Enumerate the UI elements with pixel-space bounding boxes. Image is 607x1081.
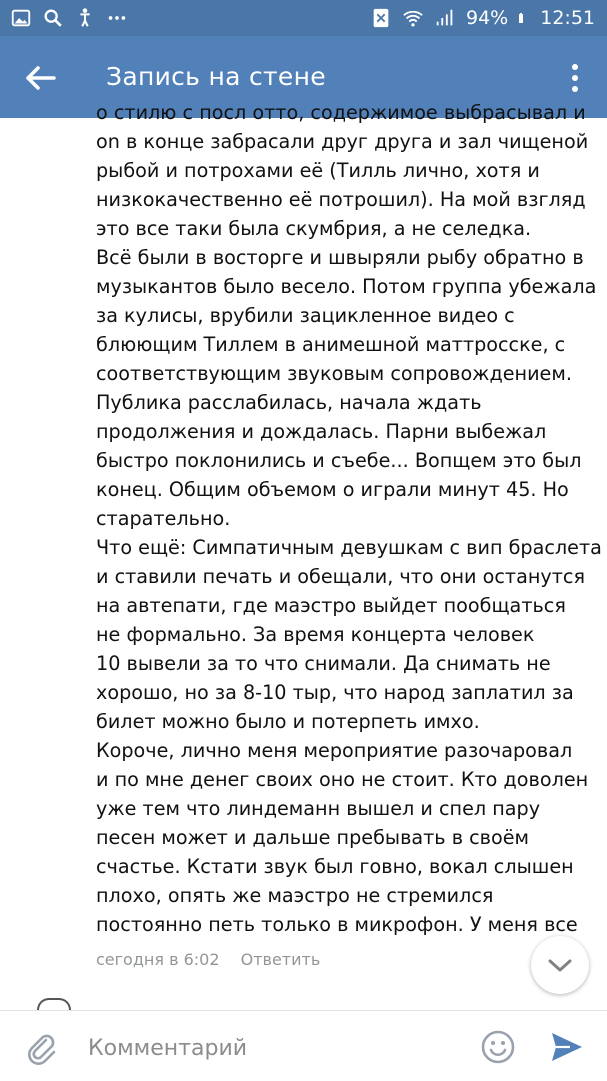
scroll-down-button[interactable] [531, 936, 589, 994]
status-right [370, 7, 595, 29]
post-line: уже тем что линдеманн вышел и спел пару [96, 797, 541, 820]
post-line: постоянно петь только в микрофон. У меня все [96, 913, 578, 936]
post-line: Публика расслабилась, начала ждать [96, 391, 482, 414]
post-line: не формально. За время концерта человек [96, 623, 535, 646]
post-line: конец. Общим объемом о играли минут 45. Но [96, 478, 569, 501]
accessibility-icon [74, 7, 96, 29]
arrow-back-icon[interactable] [20, 58, 60, 98]
post-line: on в конце забрасали друг друга и зал чищеной [96, 130, 589, 153]
page-title: Запись на стене [106, 62, 326, 91]
post-line: низкокачественно её потрошил). На мой взгляд [96, 188, 586, 211]
post-line: и по мне денег своих оно не стоит. Кто доволен [96, 768, 589, 791]
silent-icon [370, 7, 392, 29]
wifi-icon [402, 7, 424, 29]
post-line: старательно. [96, 507, 231, 530]
post-line: это все таки была скумбрия, а не селедка. [96, 217, 532, 240]
avatar [37, 998, 71, 1010]
post-line: рыбой и потрохами её (Тилль лично, хотя и [96, 159, 540, 182]
post-line: блюющим Тиллем в анимешной маттросске, с [96, 333, 566, 356]
post-line: быстро поклонились и съебе... Вопщем это был [96, 449, 582, 472]
send-icon[interactable] [548, 1029, 584, 1065]
battery-percent: 94% [466, 7, 509, 29]
post-line: продолжения и дождалась. Парни выбежал [96, 420, 547, 443]
signal-icon [434, 7, 456, 29]
search-icon [42, 7, 64, 29]
emoji-icon[interactable] [480, 1029, 516, 1065]
more-vert-icon[interactable] [563, 60, 587, 96]
status-left [10, 7, 128, 29]
post-line: билет можно было и потерпеть имхо. [96, 710, 480, 733]
post-line: Всё были в восторге и швыряли рыбу обратно в [96, 246, 584, 269]
comment-input[interactable] [86, 1027, 470, 1069]
post-line: хорошо, но за 8-10 тыр, что народ заплатил за [96, 681, 574, 704]
post-line: о стилю с посл отто, содержимое выбрасывал и [96, 101, 586, 124]
status-bar [0, 0, 607, 36]
chevron-down-icon [531, 936, 589, 994]
reply-link[interactable]: Ответить [240, 950, 321, 969]
post-line: и ставили печать и обещали, что они останутся [96, 565, 586, 588]
post-line: Короче, лично меня мероприятие разочаровал [96, 739, 573, 762]
post-line: Что ещё: Симпатичным девушкам с вип браслета [96, 536, 602, 559]
more-dots-icon [106, 7, 128, 29]
post-line: на автепати, где маэстро выйдет пообщаться [96, 594, 566, 617]
battery-icon [518, 7, 530, 29]
comment-bar [0, 1010, 607, 1081]
attach-icon[interactable] [24, 1031, 58, 1065]
post-line: счастье. Кстати звук был говно, вокал слышен [96, 855, 574, 878]
clock: 12:51 [540, 7, 595, 29]
post-line: 10 вывели за то что снимали. Да снимать не [96, 652, 551, 675]
gallery-icon [10, 7, 32, 29]
post-timestamp: сегодня в 6:02 [96, 950, 220, 969]
post-content [0, 101, 607, 1002]
post-line: музыкантов было весело. Потом группа убежала [96, 275, 597, 298]
post-line: за кулисы, врубили зацикленное видео с [96, 304, 515, 327]
post-line: песен может и дальше пребывать в своём [96, 826, 530, 849]
post-meta [96, 950, 320, 969]
post-line: плохо, опять же маэстро не стремился [96, 884, 494, 907]
post-line: соответствующим звуковым сопровождением. [96, 362, 572, 385]
post-text [96, 98, 602, 939]
